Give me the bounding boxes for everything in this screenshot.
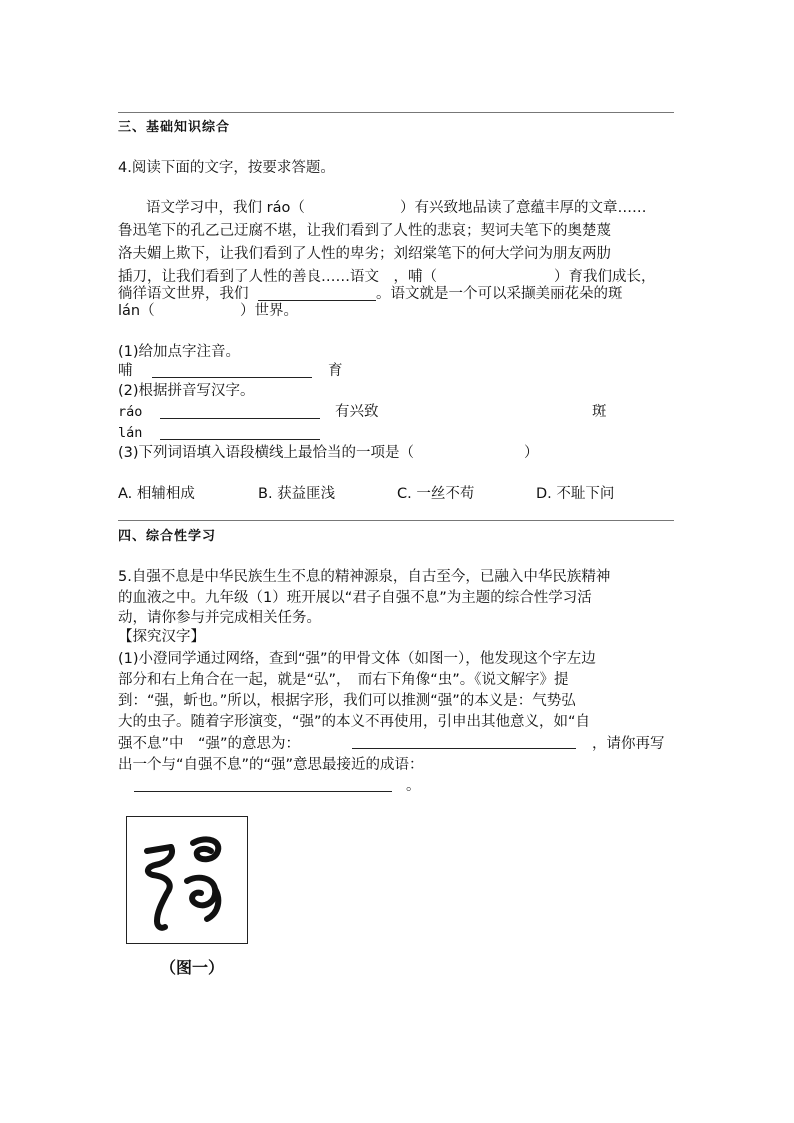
- oracle-bone-qiang-glyph: [127, 817, 247, 943]
- q5-p2: 部分和右上角合在一起，就是“弘”， 而右下角像“虫”。《说文解字》提: [118, 672, 569, 688]
- figure-caption: （图一）: [160, 958, 225, 977]
- oracle-bone-figure: [126, 816, 248, 944]
- q4-passage-line1b: ）有兴致地品读了意蕴丰厚的文章……: [400, 200, 647, 216]
- section-heading-four: 四、综合性学习: [118, 529, 217, 544]
- q4-sub2-answer-line-2[interactable]: [160, 439, 320, 440]
- q4-passage-line3: 洛夫媚上欺下，让我们看到了人性的卑劣；刘绍棠笔下的何大学问为朋友两肋: [118, 246, 611, 262]
- q4-sub1-label: (1)给加点字注音。: [118, 344, 241, 360]
- q5-line2: 的血液之中。九年级（1）班开展以“君子自强不息”为主题的综合性学习活: [118, 590, 592, 606]
- q4-sub1-answer-line[interactable]: [152, 377, 312, 378]
- q5-line3: 动，请你参与并完成相关任务。: [118, 610, 321, 626]
- q4-sub2-label: (2)根据拼音写汉字。: [118, 383, 255, 399]
- q4-sub2-after: 有兴致: [335, 404, 379, 420]
- q4-sub2-right-char: 斑: [592, 404, 607, 420]
- divider: [118, 112, 674, 113]
- q5-p5b: ，请你再写: [592, 736, 665, 752]
- q4-passage-line6b: ）世界。: [240, 303, 298, 319]
- q4-sub3-label: (3)下列词语填入语段横线上最恰当的一项是（: [118, 445, 415, 461]
- q4-passage-line5a: 徜徉语文世界，我们: [118, 286, 249, 302]
- q5-idiom-answer-line[interactable]: [134, 791, 392, 792]
- q5-p6: 出一个与“自强不息”的“强”意思最接近的成语：: [118, 757, 424, 773]
- q4-passage-line2: 鲁迅笔下的孔乙己迂腐不堪，让我们看到了人性的悲哀；契诃夫笔下的奥楚蔑: [118, 223, 611, 239]
- divider: [118, 520, 674, 521]
- q5-meaning-answer-line[interactable]: [352, 748, 576, 749]
- q4-prompt: 4.阅读下面的文字，按要求答题。: [118, 160, 335, 176]
- q5-line1: 5.自强不息是中华民族生生不息的精神源泉，自古至今，已融入中华民族精神: [118, 569, 611, 585]
- q5-subhead: 【探究汉字】: [118, 629, 205, 645]
- q4-sub3-close: ）: [524, 445, 539, 461]
- q4-sub2-pinyin-lan: lán: [118, 425, 143, 441]
- q4-sub2-answer-line-1[interactable]: [160, 418, 320, 419]
- q4-passage-line6a: lán（: [118, 303, 155, 319]
- q5-p5a: 强不息”中 “强”的意思为：: [118, 736, 301, 752]
- q5-p3: 到：“强，蚚也。”所以，根据字形，我们可以推测“强”的本义是：气势弘: [118, 693, 576, 709]
- q4-sub1-char: 哺: [118, 363, 133, 379]
- q5-p1: (1)小澄同学通过网络，查到“强”的甲骨文体（如图一），他发现这个字左边: [118, 651, 596, 667]
- q5-p7: 。: [406, 778, 421, 794]
- section-heading-three: 三、基础知识综合: [118, 120, 231, 135]
- q4-sub2-pinyin-rao: ráo: [118, 404, 143, 420]
- q5-p4: 大的虫子。随着字形演变，“强”的本义不再使用，引申出其他意义，如“自: [118, 714, 591, 730]
- q4-passage-line5b: 。语文就是一个可以采撷美丽花朵的斑: [376, 286, 623, 302]
- option-d[interactable]: D. 不耻下问: [536, 486, 615, 502]
- option-b[interactable]: B. 获益匪浅: [258, 486, 336, 502]
- q4-passage-line4b: ）育我们成长，: [554, 269, 656, 285]
- q4-sub1-after: 育: [328, 363, 343, 379]
- q4-passage-line1a: 语文学习中，我们 ráo（: [146, 200, 305, 216]
- option-a[interactable]: A. 相辅相成: [118, 486, 195, 502]
- q4-passage-line4a: 插刀，让我们看到了人性的善良……语文 ，哺（: [118, 269, 437, 285]
- option-c[interactable]: C. 一丝不苟: [397, 486, 475, 502]
